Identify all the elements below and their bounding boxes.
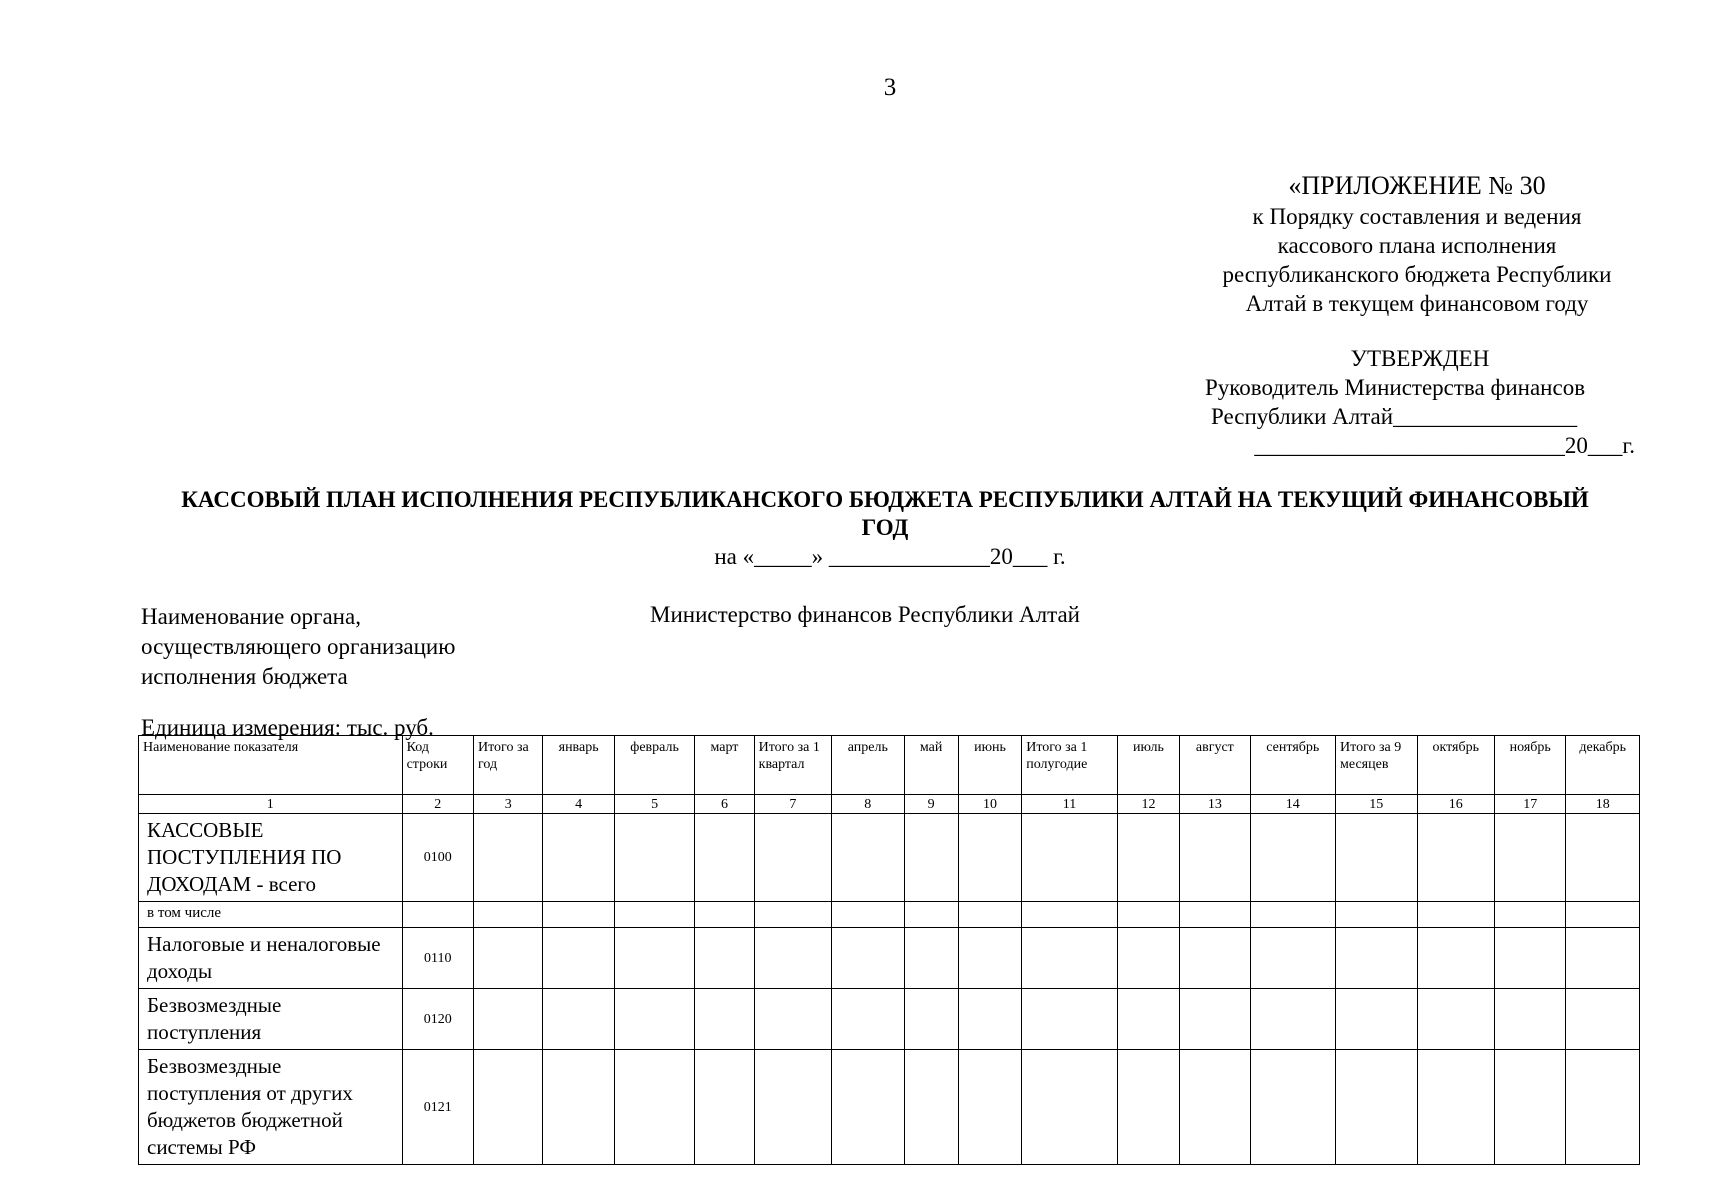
table-cell	[695, 814, 754, 902]
table-cell	[904, 814, 958, 902]
organization-label	[141, 602, 501, 692]
row-code: 0110	[402, 928, 473, 989]
table-cell	[474, 989, 543, 1050]
table-cell	[832, 814, 904, 902]
table-cell	[614, 814, 694, 902]
table-cell	[474, 1050, 543, 1165]
table-cell	[1417, 814, 1494, 902]
approval-position: Руководитель Министерства финансов	[1205, 375, 1586, 400]
table-cell	[1566, 902, 1640, 928]
row-code	[402, 902, 473, 928]
table-cell	[1250, 1050, 1336, 1165]
table-cell	[1250, 989, 1336, 1050]
table-cell	[1566, 1050, 1640, 1165]
table-cell	[904, 989, 958, 1050]
column-header: август	[1180, 736, 1250, 795]
table-cell	[904, 928, 958, 989]
table-cell	[1250, 814, 1336, 902]
appendix-block	[1192, 170, 1642, 318]
table-header-row	[139, 736, 1640, 795]
table-cell	[543, 928, 614, 989]
row-code: 0100	[402, 814, 473, 902]
table-cell	[1180, 928, 1250, 989]
table-cell	[474, 928, 543, 989]
table-cell	[474, 814, 543, 902]
table-cell	[958, 1050, 1021, 1165]
table-cell	[1494, 902, 1565, 928]
table-cell	[695, 928, 754, 989]
column-header: июль	[1117, 736, 1179, 795]
table-cell	[1022, 928, 1118, 989]
column-number: 18	[1566, 795, 1640, 814]
table-cell	[754, 1050, 831, 1165]
table-cell	[754, 989, 831, 1050]
column-header: февраль	[614, 736, 694, 795]
column-number: 6	[695, 795, 754, 814]
column-header: март	[695, 736, 754, 795]
column-number: 5	[614, 795, 694, 814]
table-cell	[1180, 989, 1250, 1050]
page-number: 3	[883, 74, 897, 101]
column-number: 1	[139, 795, 403, 814]
table-cell	[1417, 989, 1494, 1050]
table-cell	[695, 1050, 754, 1165]
column-number: 2	[402, 795, 473, 814]
table-cell	[1117, 814, 1179, 902]
row-name: в том числе	[139, 902, 403, 928]
table-row	[139, 814, 1640, 902]
row-name: КАССОВЫЕ ПОСТУПЛЕНИЯ ПО ДОХОДАМ - всего	[139, 814, 403, 902]
row-code: 0120	[402, 989, 473, 1050]
table-cell	[1022, 989, 1118, 1050]
table-row	[139, 989, 1640, 1050]
table-cell	[904, 1050, 958, 1165]
table-cell	[1494, 989, 1565, 1050]
column-header: Итого за 9 месяцев	[1336, 736, 1417, 795]
table-cell	[614, 902, 694, 928]
column-number-row	[139, 795, 1640, 814]
table-cell	[614, 928, 694, 989]
organization-value: Министерство финансов Республики Алтай	[650, 602, 1080, 627]
column-number: 16	[1417, 795, 1494, 814]
table-cell	[832, 989, 904, 1050]
column-number: 4	[543, 795, 614, 814]
row-code: 0121	[402, 1050, 473, 1165]
column-header: январь	[543, 736, 614, 795]
table-cell	[1180, 1050, 1250, 1165]
column-header: Код строки	[402, 736, 473, 795]
table-cell	[1417, 902, 1494, 928]
appendix-line: Алтай в текущем финансовом году	[1245, 291, 1589, 316]
table-cell	[754, 902, 831, 928]
row-name: Безвозмездные поступления от других бюджетов бюджетной системы РФ	[139, 1050, 403, 1165]
table-cell	[1022, 902, 1118, 928]
table-cell	[614, 1050, 694, 1165]
column-header: сентябрь	[1250, 736, 1336, 795]
table-cell	[958, 814, 1021, 902]
table-cell	[904, 902, 958, 928]
organization-label-line: Наименование органа,	[141, 604, 361, 629]
table-cell	[543, 814, 614, 902]
table-cell	[1250, 928, 1336, 989]
table-cell	[1336, 928, 1417, 989]
table-cell	[543, 1050, 614, 1165]
approval-signature-line: Республики Алтай________________	[1211, 404, 1578, 429]
column-number: 12	[1117, 795, 1179, 814]
table-cell	[1022, 1050, 1118, 1165]
table-row	[139, 928, 1640, 989]
table-cell	[695, 902, 754, 928]
table-cell	[1117, 928, 1179, 989]
table-cell	[1417, 1050, 1494, 1165]
column-header: июнь	[958, 736, 1021, 795]
column-header: Наименование показателя	[139, 736, 403, 795]
table-cell	[832, 928, 904, 989]
table-cell	[1180, 902, 1250, 928]
table-cell	[695, 989, 754, 1050]
approval-title: УТВЕРЖДЕН	[1350, 346, 1490, 371]
appendix-title: «ПРИЛОЖЕНИЕ № 30	[1288, 171, 1546, 200]
column-number: 8	[832, 795, 904, 814]
table-cell	[543, 989, 614, 1050]
table-cell	[754, 814, 831, 902]
table-cell	[1494, 928, 1565, 989]
cash-plan-table	[138, 735, 1640, 1165]
table-cell	[754, 928, 831, 989]
table-cell	[1566, 989, 1640, 1050]
appendix-line: кассового плана исполнения	[1277, 233, 1557, 258]
appendix-line: республиканского бюджета Республики	[1222, 262, 1612, 287]
table-cell	[958, 928, 1021, 989]
table-cell	[614, 989, 694, 1050]
column-number: 17	[1494, 795, 1565, 814]
column-number: 14	[1250, 795, 1336, 814]
column-number: 15	[1336, 795, 1417, 814]
column-header: апрель	[832, 736, 904, 795]
table-cell	[1117, 989, 1179, 1050]
column-number: 9	[904, 795, 958, 814]
table-cell	[832, 1050, 904, 1165]
table-row	[139, 902, 1640, 928]
table-cell	[1336, 902, 1417, 928]
unit-label: Единица измерения: тыс. руб.	[141, 715, 434, 740]
organization-label-line: исполнения бюджета	[141, 664, 348, 689]
row-name: Безвозмездные поступления	[139, 989, 403, 1050]
column-header: октябрь	[1417, 736, 1494, 795]
organization-label-line: осуществляющего организацию	[141, 634, 456, 659]
table-cell	[1494, 1050, 1565, 1165]
table-cell	[1022, 814, 1118, 902]
table-row	[139, 1050, 1640, 1165]
column-number: 10	[958, 795, 1021, 814]
table-cell	[1336, 989, 1417, 1050]
column-number: 11	[1022, 795, 1118, 814]
column-header: ноябрь	[1494, 736, 1565, 795]
table-cell	[1336, 1050, 1417, 1165]
approval-block	[1205, 344, 1635, 460]
table-cell	[1336, 814, 1417, 902]
table-cell	[543, 902, 614, 928]
plan-date-line: на «_____» ______________20___ г.	[714, 544, 1066, 569]
appendix-line: к Порядку составления и ведения	[1252, 204, 1582, 229]
column-number: 7	[754, 795, 831, 814]
table-cell	[1566, 814, 1640, 902]
table-cell	[1117, 1050, 1179, 1165]
table-cell	[1417, 928, 1494, 989]
document-title: КАССОВЫЙ ПЛАН ИСПОЛНЕНИЯ РЕСПУБЛИКАНСКОГО БЮДЖЕТА РЕСПУБЛИКИ АЛТАЙ НА ТЕКУЩИЙ ФИНАНСОВЫЙ ГОД	[181, 487, 1589, 540]
table-cell	[1494, 814, 1565, 902]
row-name: Налоговые и неналоговые доходы	[139, 928, 403, 989]
table-cell	[958, 989, 1021, 1050]
column-header: Итого за 1 полугодие	[1022, 736, 1118, 795]
column-number: 13	[1180, 795, 1250, 814]
table-cell	[474, 902, 543, 928]
column-number: 3	[474, 795, 543, 814]
table-cell	[832, 902, 904, 928]
column-header: май	[904, 736, 958, 795]
table-cell	[1566, 928, 1640, 989]
column-header: Итого за 1 квартал	[754, 736, 831, 795]
table-cell	[958, 902, 1021, 928]
approval-date-line: ___________________________20___г.	[1254, 433, 1635, 458]
table-cell	[1250, 902, 1336, 928]
table-cell	[1117, 902, 1179, 928]
column-header: Итого за год	[474, 736, 543, 795]
table-cell	[1180, 814, 1250, 902]
column-header: декабрь	[1566, 736, 1640, 795]
